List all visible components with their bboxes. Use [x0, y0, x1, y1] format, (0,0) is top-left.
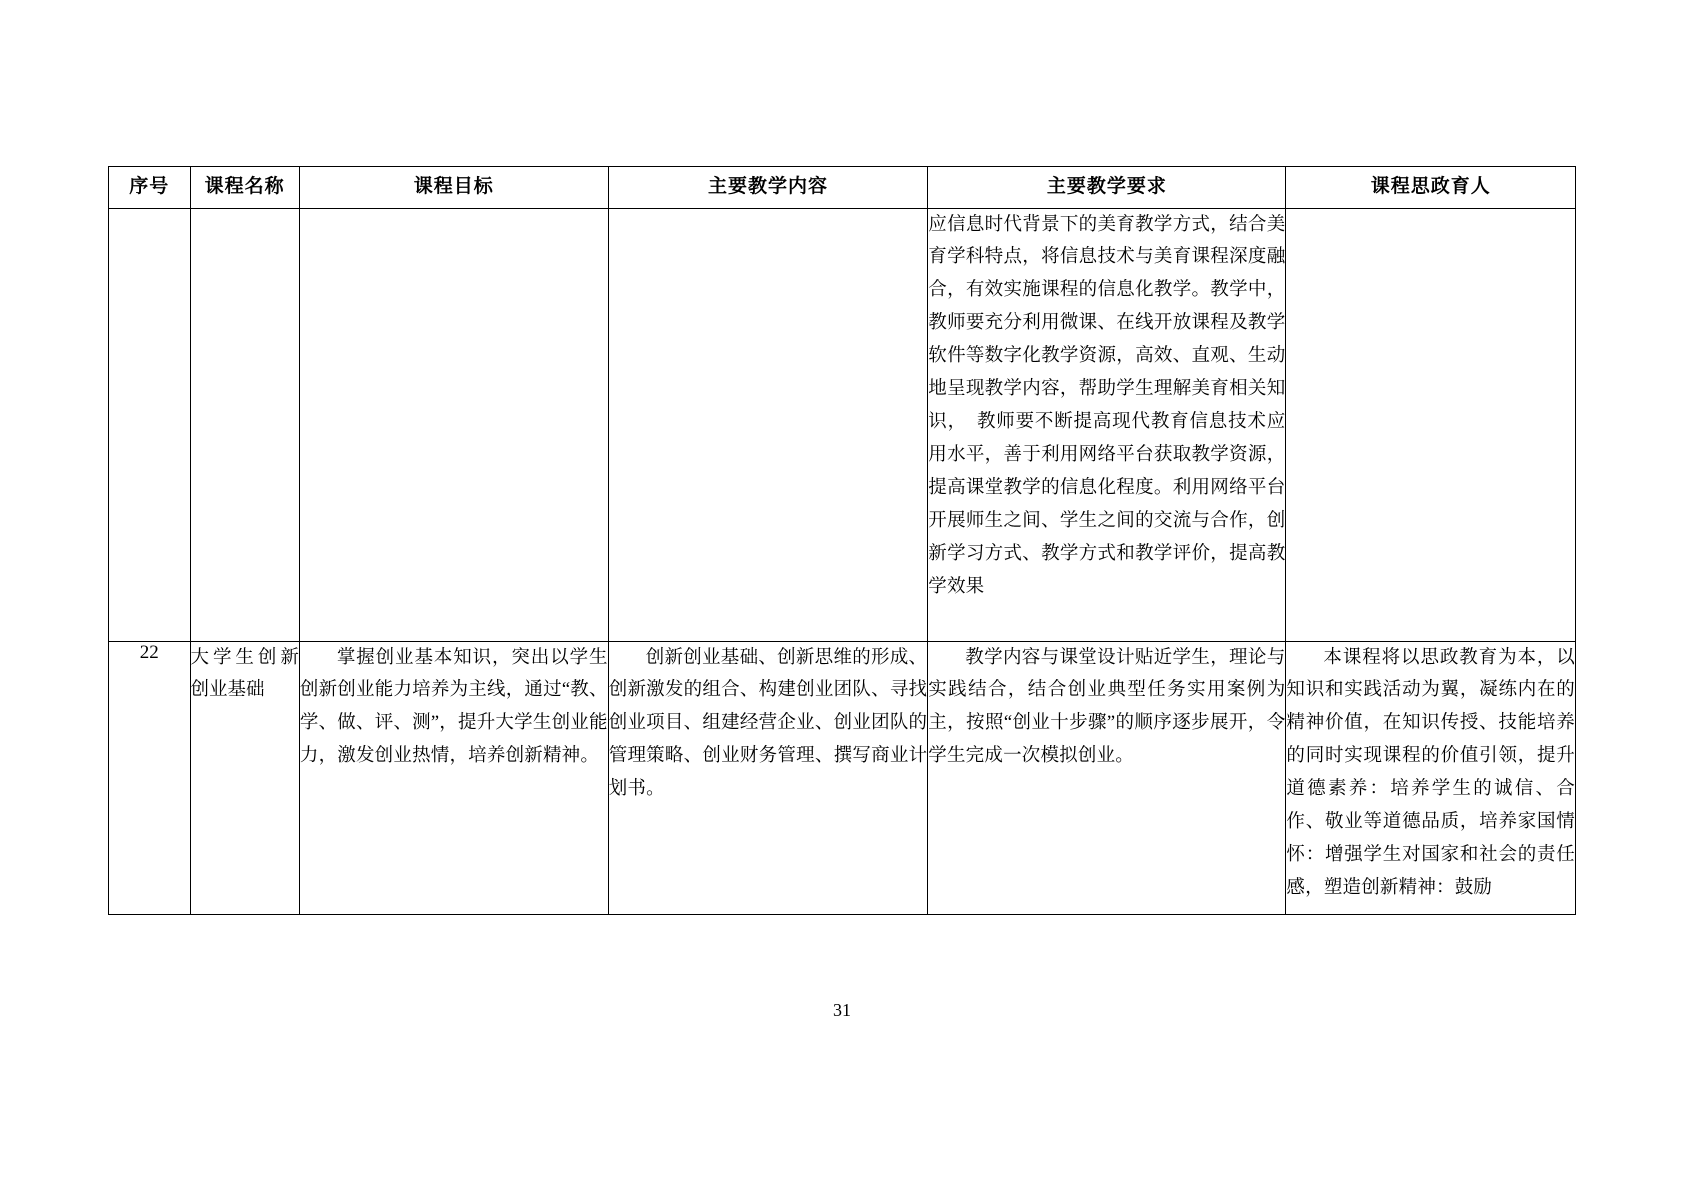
cell-no: 22 — [109, 641, 191, 914]
cell-teaching-requirement: 教学内容与课堂设计贴近学生，理论与实践结合，结合创业典型任务实用案例为主，按照“创业十步骤”的顺序逐步展开，令学生完成一次模拟创业。 — [928, 641, 1286, 914]
page-number: 31 — [833, 1000, 851, 1020]
cell-teaching-content — [608, 208, 928, 641]
column-header-no: 序号 — [109, 167, 191, 209]
cell-course-name — [190, 208, 299, 641]
column-header-ideological-education: 课程思政育人 — [1286, 167, 1576, 209]
cell-course-goal — [299, 208, 608, 641]
column-header-course-name: 课程名称 — [190, 167, 299, 209]
column-header-teaching-requirement: 主要教学要求 — [928, 167, 1286, 209]
cell-course-goal: 掌握创业基本知识，突出以学生创新创业能力培养为主线，通过“教、学、做、评、测”，提升大学生创业能力，激发创业热情，培养创新精神。 — [299, 641, 608, 914]
table-row — [109, 641, 1576, 914]
cell-ideological-education: 本课程将以思政教育为本，以知识和实践活动为翼，凝练内在的精神价值，在知识传授、技能培养的同时实现课程的价值引领，提升道德素养：培养学生的诚信、合作、敬业等道德品质，培养家国情怀：增强学生对国家和社会的责任感，塑造创新精神：鼓励 — [1286, 641, 1576, 914]
table-header — [109, 167, 1576, 209]
column-header-course-goal: 课程目标 — [299, 167, 608, 209]
table-header-row — [109, 167, 1576, 209]
table-row — [109, 208, 1576, 641]
cell-teaching-requirement: 应信息时代背景下的美育教学方式，结合美育学科特点，将信息技术与美育课程深度融合，有效实施课程的信息化教学。教学中，教师要充分利用微课、在线开放课程及教学软件等数字化教学资源，高效、直观、生动地呈现教学内容，帮助学生理解美育相关知识， 教师要不断提高现代教育信息技术应用水平，善于利用网络平台获取教学资源，提高课堂教学的信息化程度。利用网络平台开展师生之间、学生之间的交流与合作，创新学习方式、教学方式和教学评价，提高教学效果 — [928, 208, 1286, 641]
cell-no — [109, 208, 191, 641]
column-header-teaching-content: 主要教学内容 — [608, 167, 928, 209]
cell-ideological-education — [1286, 208, 1576, 641]
cell-course-name: 大学生创新创业基础 — [190, 641, 299, 914]
cell-teaching-content: 创新创业基础、创新思维的形成、创新激发的组合、构建创业团队、寻找创业项目、组建经营企业、创业团队的管理策略、创业财务管理、撰写商业计划书。 — [608, 641, 928, 914]
table-body — [109, 208, 1576, 914]
course-table — [108, 166, 1576, 915]
